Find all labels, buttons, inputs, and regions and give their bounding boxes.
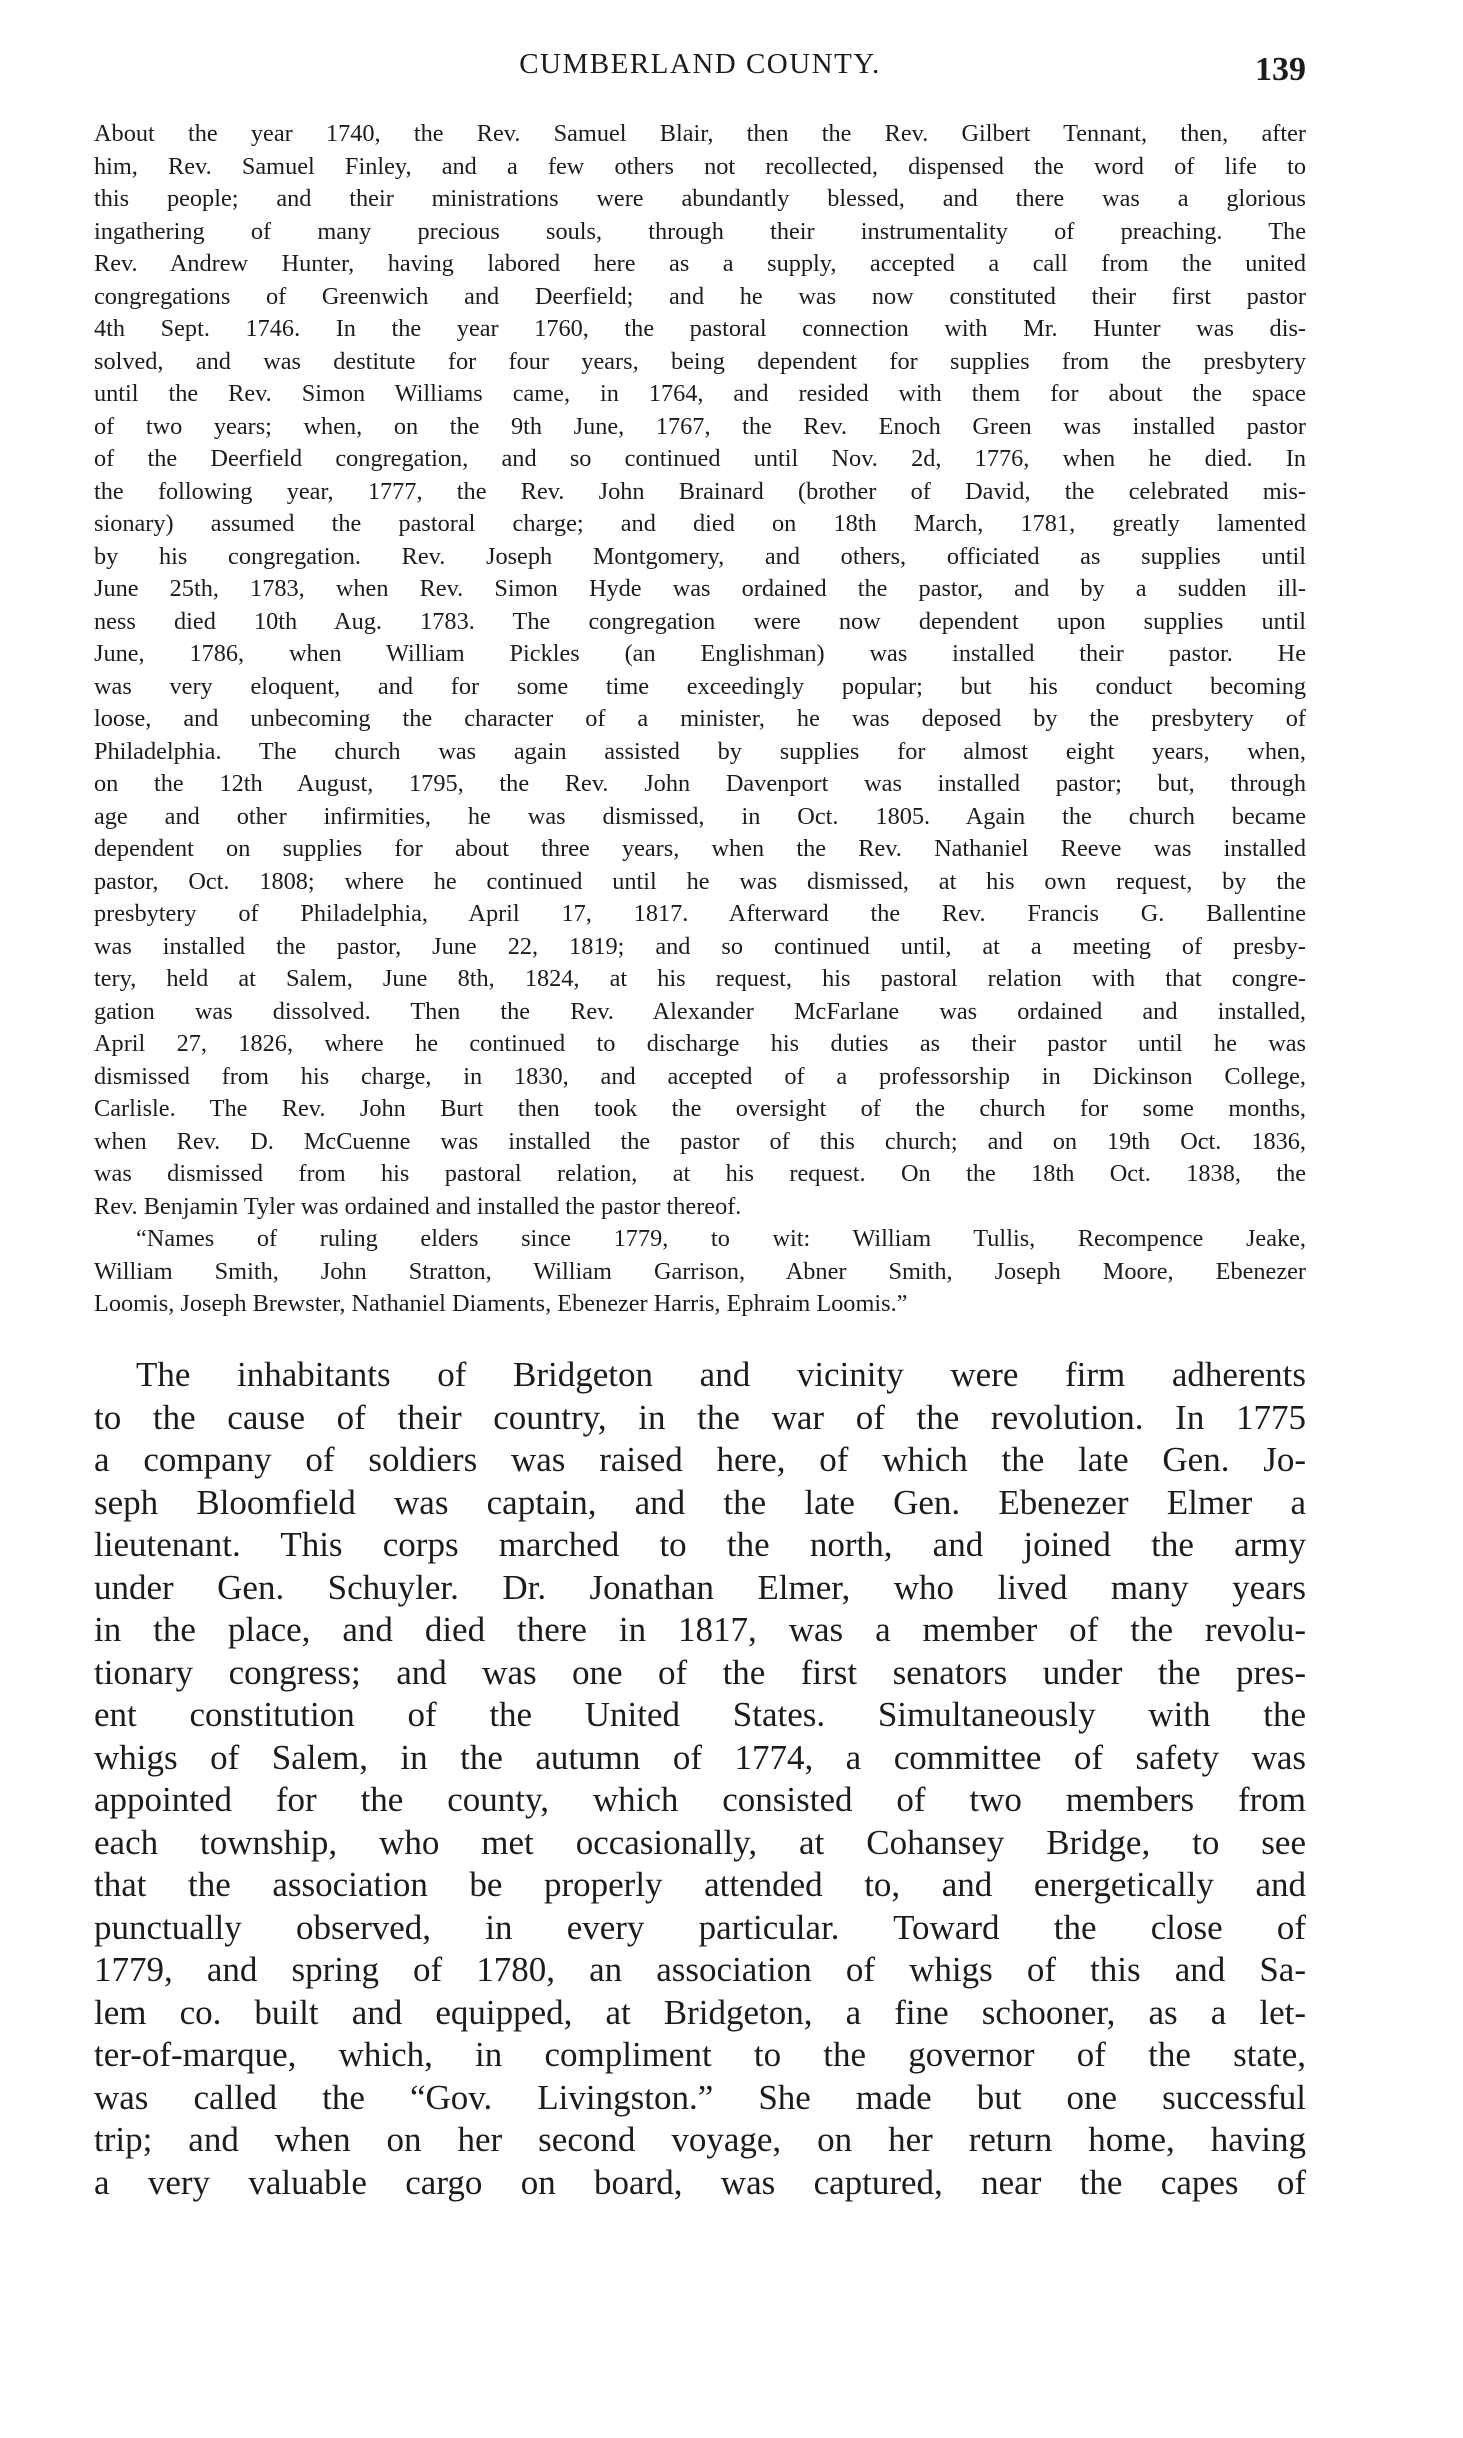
text-line: June, 1786, when William Pickles (an Englishman) was installed their pastor. He (94, 640, 1306, 667)
text-line: 4th Sept. 1746. In the year 1760, the pastoral connection with Mr. Hunter was dis- (94, 315, 1306, 342)
text-line: The inhabitants of Bridgeton and vicinity were firm adherents (136, 1355, 1306, 1394)
text-line: ingathering of many precious souls, through their instrumentality of preaching. The (94, 217, 1306, 245)
text-line: Philadelphia. The church was again assisted by supplies for almost eight years, when, (94, 737, 1306, 765)
text-line: when Rev. D. McCuenne was installed the pastor of this church; and on 19th Oct. 1836, (94, 1127, 1306, 1155)
church-history-paragraph (94, 118, 1306, 1223)
text-line: age and other infirmities, he was dismissed, in Oct. 1805. Again the church became (94, 802, 1306, 830)
text-line: lieutenant. This corps marched to the north, and joined the army (94, 1525, 1306, 1564)
running-head (94, 44, 1306, 94)
text-line: gation was dissolved. Then the Rev. Alexander McFarlane was ordained and installed, (94, 997, 1306, 1025)
text-line: April 27, 1826, where he continued to discharge his duties as their pastor until he was (94, 1030, 1306, 1057)
text-line: sionary) assumed the pastoral charge; and died on 18th March, 1781, greatly lamented (94, 510, 1306, 537)
text-line: seph Bloomfield was captain, and the late Gen. Ebenezer Elmer a (94, 1482, 1306, 1522)
text-line: whigs of Salem, in the autumn of 1774, a committee of safety was (94, 1737, 1306, 1777)
text-line: ter-of-marque, which, in compliment to the governor of the state, (94, 2035, 1306, 2074)
text-line: each township, who met occasionally, at Cohansey Bridge, to see (94, 1822, 1306, 1862)
text-line: by his congregation. Rev. Joseph Montgomery, and others, officiated as supplies until (94, 542, 1306, 570)
revolution-paragraph (94, 1354, 1306, 2204)
text-line: the following year, 1777, the Rev. John Brainard (brother of David, the celebrated mis- (94, 477, 1306, 505)
page-header-title: CUMBERLAND COUNTY. (519, 48, 881, 80)
text-line: trip; and when on her second voyage, on her return home, having (94, 2120, 1306, 2159)
text-line: lem co. built and equipped, at Bridgeton, a fine schooner, as a let- (94, 1992, 1306, 2032)
text-line: that the association be properly attended to, and energetically and (94, 1865, 1306, 1904)
text-line: William Smith, John Stratton, William Garrison, Abner Smith, Joseph Moore, Ebenezer (94, 1257, 1306, 1285)
text-line: until the Rev. Simon Williams came, in 1764, and resided with them for about the space (94, 380, 1306, 407)
text-line: dismissed from his charge, in 1830, and accepted of a professorship in Dickinson College, (94, 1062, 1306, 1090)
text-line: was very eloquent, and for some time exceedingly popular; but his conduct becoming (94, 672, 1306, 700)
text-line: of two years; when, on the 9th June, 1767, the Rev. Enoch Green was installed pastor (94, 412, 1306, 440)
text-line: pastor, Oct. 1808; where he continued until he was dismissed, at his own request, by the (94, 867, 1306, 895)
text-line: punctually observed, in every particular. Toward the close of (94, 1907, 1306, 1947)
text-line: was installed the pastor, June 22, 1819; and so continued until, at a meeting of presby- (94, 932, 1306, 960)
text-line: presbytery of Philadelphia, April 17, 1817. Afterward the Rev. Francis G. Ballentine (94, 900, 1306, 927)
text-line: Rev. Benjamin Tyler was ordained and installed the pastor thereof. (94, 1192, 742, 1220)
quoted-church-history (94, 118, 1306, 1321)
text-line: ent constitution of the United States. Simultaneously with the (94, 1695, 1306, 1734)
text-line: ness died 10th Aug. 1783. The congregation were now dependent upon supplies until (94, 607, 1306, 635)
text-line: loose, and unbecoming the character of a minister, he was deposed by the presbytery of (94, 705, 1306, 732)
text-line: was called the “Gov. Livingston.” She made but one successful (94, 2077, 1306, 2117)
text-line: to the cause of their country, in the war of the revolution. In 1775 (94, 1397, 1306, 1437)
text-line: of the Deerfield congregation, and so continued until Nov. 2d, 1776, when he died. In (94, 445, 1306, 472)
text-line: a very valuable cargo on board, was captured, near the capes of (94, 2162, 1306, 2202)
text-line: in the place, and died there in 1817, was a member of the revolu- (94, 1610, 1306, 1649)
text-line: this people; and their ministrations were abundantly blessed, and there was a glorious (94, 185, 1306, 212)
text-line: on the 12th August, 1795, the Rev. John Davenport was installed pastor; but, through (94, 770, 1306, 797)
text-line: tery, held at Salem, June 8th, 1824, at his request, his pastoral relation with that congre- (94, 965, 1306, 992)
text-line: 1779, and spring of 1780, an association of whigs of this and Sa- (94, 1950, 1306, 1989)
text-line: a company of soldiers was raised here, of which the late Gen. Jo- (94, 1440, 1306, 1479)
text-line: appointed for the county, which consisted of two members from (94, 1780, 1306, 1819)
text-line: Rev. Andrew Hunter, having labored here as a supply, accepted a call from the united (94, 250, 1306, 277)
text-line: solved, and was destitute for four years, being dependent for supplies from the presbytery (94, 347, 1306, 375)
text-line: him, Rev. Samuel Finley, and a few others not recollected, dispensed the word of life to (94, 152, 1306, 180)
text-line: was dismissed from his pastoral relation, at his request. On the 18th Oct. 1838, the (94, 1160, 1306, 1187)
ruling-elders-paragraph (94, 1223, 1306, 1321)
text-line: Carlisle. The Rev. John Burt then took the oversight of the church for some months, (94, 1095, 1306, 1122)
text-line: Loomis, Joseph Brewster, Nathaniel Diaments, Ebenezer Harris, Ephraim Loomis.” (94, 1290, 908, 1317)
text-line: “Names of ruling elders since 1779, to wit: William Tullis, Recompence Jeake, (136, 1225, 1306, 1252)
text-line: June 25th, 1783, when Rev. Simon Hyde was ordained the pastor, and by a sudden ill- (94, 575, 1306, 602)
text-line: About the year 1740, the Rev. Samuel Blair, then the Rev. Gilbert Tennant, then, after (94, 120, 1306, 147)
text-line: tionary congress; and was one of the first senators under the pres- (94, 1652, 1306, 1692)
text-line: under Gen. Schuyler. Dr. Jonathan Elmer, who lived many years (94, 1567, 1306, 1607)
page-number: 139 (1255, 51, 1306, 88)
text-line: congregations of Greenwich and Deerfield; and he was now constituted their first pastor (94, 282, 1306, 310)
text-line: dependent on supplies for about three years, when the Rev. Nathaniel Reeve was installed (94, 835, 1306, 862)
